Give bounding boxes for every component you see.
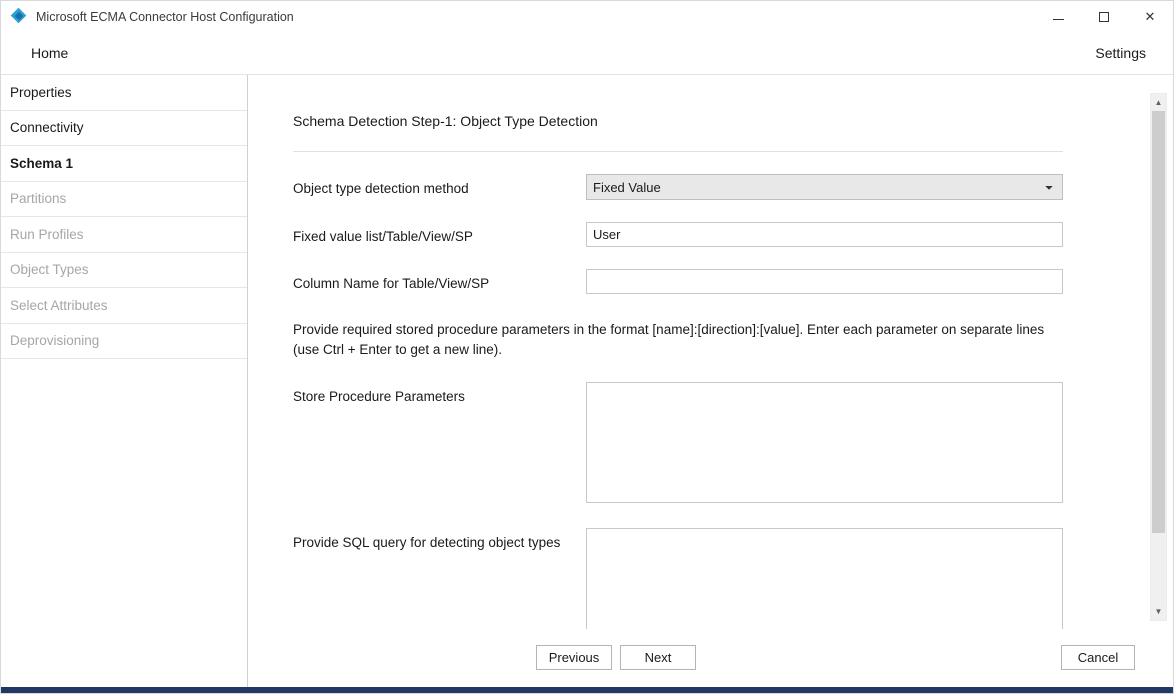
store-procedure-parameters-field xyxy=(586,382,1063,506)
sql-query-label: Provide SQL query for detecting object types xyxy=(293,535,561,550)
sidebar-item-label: Deprovisioning xyxy=(10,333,100,349)
sidebar-item-deprovisioning xyxy=(1,324,247,360)
detection-method-select[interactable] xyxy=(586,174,1063,200)
sidebar-item-label: Select Attributes xyxy=(10,297,108,313)
content-pane xyxy=(248,75,1173,693)
sidebar-item-properties[interactable] xyxy=(1,75,247,111)
page-title: Schema Detection Step-1: Object Type Detection xyxy=(293,113,598,129)
diamond-icon xyxy=(12,9,28,25)
sql-query-textarea[interactable] xyxy=(586,528,1063,629)
sidebar-item-object-types xyxy=(1,253,247,289)
sql-query-field xyxy=(586,528,1063,629)
fixed-value-list-label: Fixed value list/Table/View/SP xyxy=(293,229,473,244)
row-detection-method xyxy=(293,174,1135,200)
sidebar-item-connectivity[interactable] xyxy=(1,111,247,147)
row-sql-query xyxy=(293,528,1135,629)
maximize-button[interactable] xyxy=(1081,1,1127,32)
title-divider xyxy=(293,151,1063,152)
cancel-button[interactable]: Cancel xyxy=(1061,645,1135,670)
sidebar-item-schema-1[interactable] xyxy=(1,146,247,182)
sidebar xyxy=(1,75,248,693)
row-store-procedure-parameters xyxy=(293,382,1135,506)
column-name-field xyxy=(586,269,1063,294)
stored-procedure-help-text: Provide required stored procedure parameters in the format [name]:[direction]:[value]. Enter each parameter on separate lines (use Ctrl + Enter to get a new line). xyxy=(293,322,1045,357)
sidebar-item-label: Partitions xyxy=(10,191,67,207)
scrollbar-thumb[interactable] xyxy=(1152,111,1165,533)
row-column-name xyxy=(293,269,1135,294)
body xyxy=(1,75,1173,693)
scroll-down-arrow-icon[interactable]: ▼ xyxy=(1154,606,1163,616)
store-procedure-parameters-label: Store Procedure Parameters xyxy=(293,389,465,404)
taskbar-strip xyxy=(1,687,1173,693)
fixed-value-list-field xyxy=(586,222,1063,247)
scroll-up-arrow-icon[interactable]: ▲ xyxy=(1154,97,1163,107)
minimize-icon xyxy=(1053,13,1064,20)
column-name-input[interactable] xyxy=(586,269,1063,294)
store-procedure-parameters-textarea[interactable] xyxy=(586,382,1063,503)
sidebar-item-label: Schema 1 xyxy=(10,155,74,171)
sidebar-item-label: Run Profiles xyxy=(10,226,84,242)
sidebar-item-label: Connectivity xyxy=(10,120,84,136)
menu-bar xyxy=(1,32,1173,75)
sidebar-item-partitions xyxy=(1,182,247,218)
vertical-scrollbar[interactable] xyxy=(1150,93,1167,621)
scroll-area xyxy=(248,75,1173,629)
tab-home[interactable]: Home xyxy=(31,45,69,61)
sidebar-item-label: Object Types xyxy=(10,262,89,278)
window-title: Microsoft ECMA Connector Host Configuration xyxy=(36,9,294,24)
tab-settings[interactable]: Settings xyxy=(1095,45,1146,61)
row-fixed-value-list xyxy=(293,222,1135,247)
window-controls xyxy=(1035,1,1173,32)
footer-bar xyxy=(248,629,1173,693)
detection-method-field xyxy=(586,174,1063,200)
previous-button[interactable]: Previous xyxy=(536,645,612,670)
title-bar xyxy=(1,1,1173,32)
maximize-icon xyxy=(1099,12,1109,22)
fixed-value-list-input[interactable] xyxy=(586,222,1063,247)
minimize-button[interactable] xyxy=(1035,1,1081,32)
next-button[interactable]: Next xyxy=(620,645,696,670)
sidebar-item-label: Properties xyxy=(10,84,72,100)
close-button[interactable]: ✕ xyxy=(1144,9,1156,24)
sidebar-item-run-profiles xyxy=(1,217,247,253)
column-name-label: Column Name for Table/View/SP xyxy=(293,276,490,291)
detection-method-label: Object type detection method xyxy=(293,181,469,196)
schema-detection-form xyxy=(248,75,1173,629)
sidebar-item-select-attributes xyxy=(1,288,247,324)
